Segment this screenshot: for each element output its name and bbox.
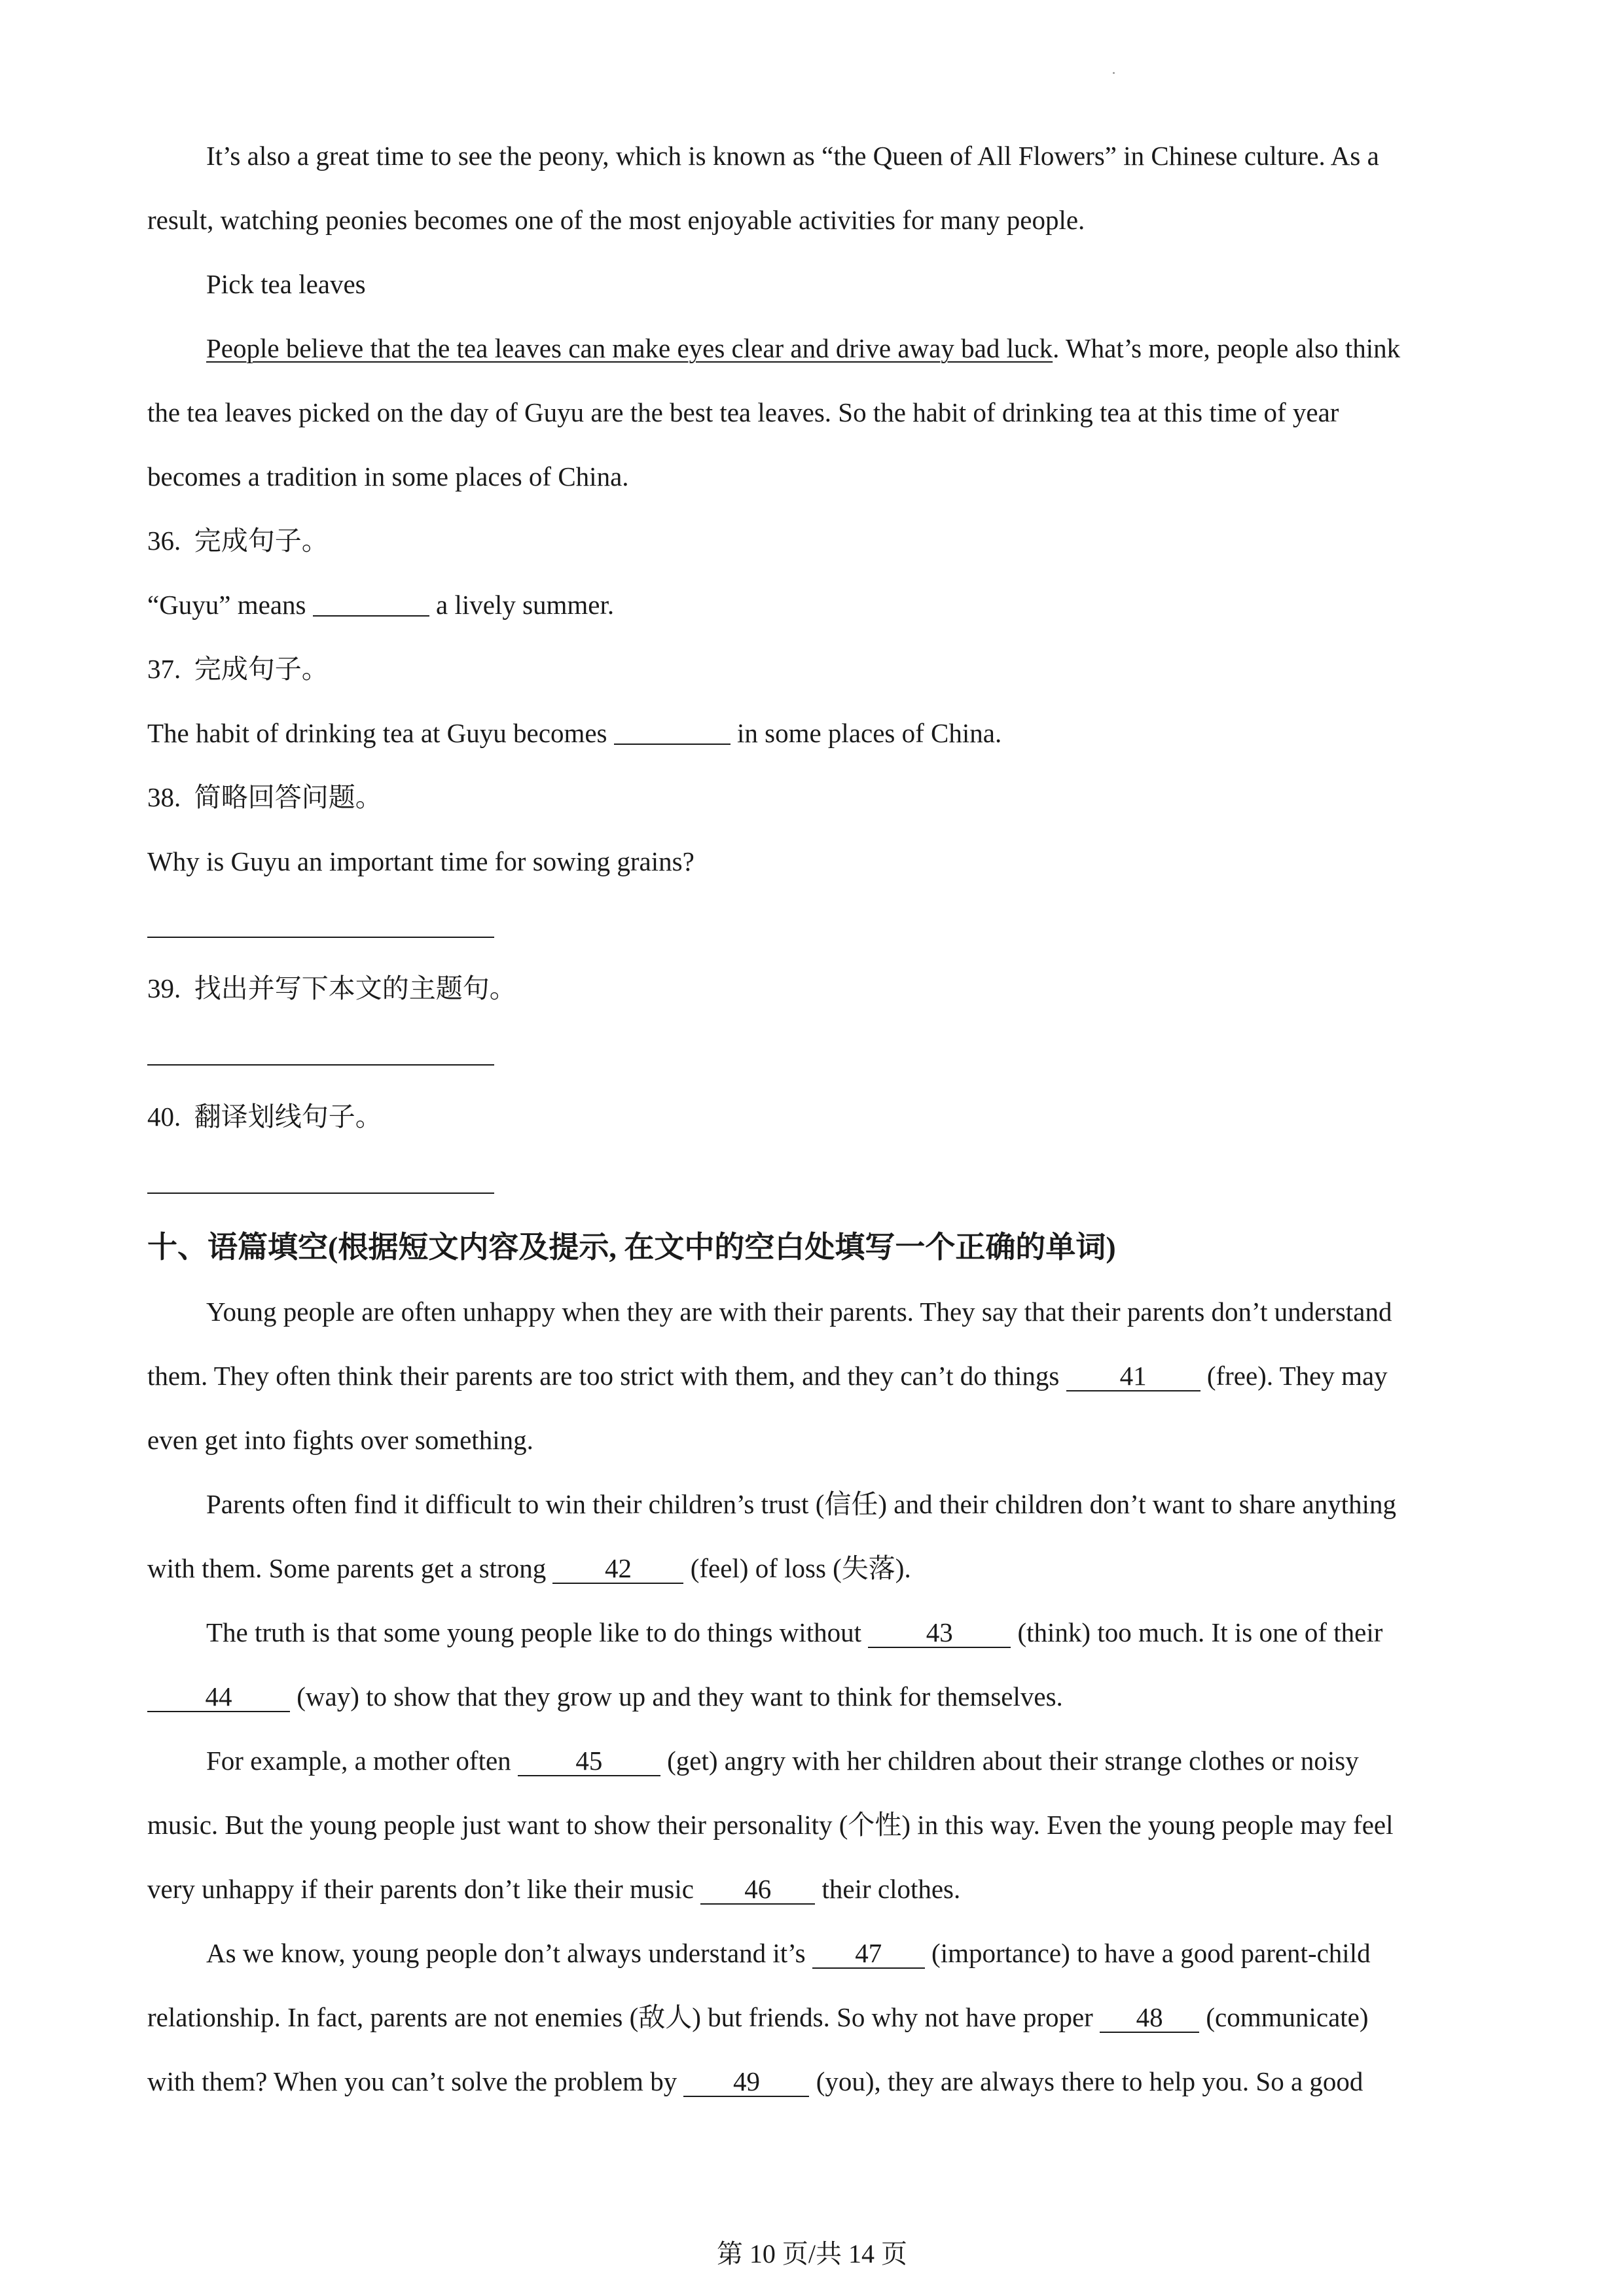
cloze-blank-41[interactable]: 41 <box>1066 1361 1200 1391</box>
question-38-label: 38. 简略回答问题。 <box>147 782 382 812</box>
cloze-line: Parents often find it difficult to win their children’s trust (信任) and their children don’t want to share anything <box>206 1489 1397 1519</box>
passage-line: People believe that the tea leaves can make eyes clear and drive away bad luck. What’s more, people also think <box>206 333 1401 363</box>
question-37-text: The habit of drinking tea at Guyu becomes in some places of China. <box>147 718 1002 748</box>
cloze-line: even get into fights over something. <box>147 1425 533 1455</box>
question-36-text: “Guyu” means a lively summer. <box>147 590 615 620</box>
section-heading: 十、语篇填空(根据短文内容及提示, 在文中的空白处填写一个正确的单词) <box>147 1230 1116 1264</box>
cloze-line: 44 (way) to show that they grow up and they want to think for themselves. <box>147 1677 1483 1716</box>
cloze-blank-44[interactable]: 44 <box>147 1682 290 1712</box>
passage-line: It’s also a great time to see the peony, which is known as “the Queen of All Flowers” in Chinese culture. As a <box>206 141 1379 171</box>
cloze-blank-46[interactable]: 46 <box>700 1874 815 1905</box>
cloze-line: relationship. In fact, parents are not enemies (敌人) but friends. So why not have proper 48 (communicate) <box>147 2002 1369 2032</box>
answer-blank-36[interactable] <box>313 589 429 617</box>
passage-subtitle: Pick tea leaves <box>206 269 366 299</box>
cloze-line: The truth is that some young people like to do things without 43 (think) too much. It is one of their <box>206 1617 1383 1647</box>
question-36-label: 36. 完成句子。 <box>147 526 329 556</box>
passage-line: result, watching peonies becomes one of the most enjoyable activities for many people. <box>147 205 1085 235</box>
cloze-blank-48[interactable]: 48 <box>1100 2003 1199 2033</box>
cloze-line: For example, a mother often 45 (get) angry with her children about their strange clothes or noisy <box>206 1746 1359 1776</box>
page-number: 第 10 页/共 14 页 <box>716 2239 908 2269</box>
answer-blank-37[interactable] <box>614 717 731 745</box>
answer-line-39[interactable] <box>147 1064 494 1066</box>
passage-line: the tea leaves picked on the day of Guyu are the best tea leaves. So the habit of drinking tea at this time of year <box>147 397 1339 427</box>
question-39-label: 39. 找出并写下本文的主题句。 <box>147 973 516 1003</box>
question-37-label: 37. 完成句子。 <box>147 654 329 684</box>
cloze-blank-47[interactable]: 47 <box>812 1939 925 1969</box>
cloze-line: As we know, young people don’t always understand it’s 47 (importance) to have a good parent-child <box>206 1938 1371 1968</box>
cloze-line: Young people are often unhappy when they are with their parents. They say that their parents don’t understand <box>206 1297 1392 1327</box>
underlined-sentence: People believe that the tea leaves can make eyes clear and drive away bad luck <box>206 333 1053 363</box>
cloze-blank-45[interactable]: 45 <box>518 1746 660 1776</box>
cloze-line: very unhappy if their parents don’t like their music 46 their clothes. <box>147 1874 961 1904</box>
cloze-line: music. But the young people just want to show their personality (个性) in this way. Even the young people may feel <box>147 1810 1394 1840</box>
cloze-blank-49[interactable]: 49 <box>683 2067 809 2097</box>
question-40-label: 40. 翻译划线句子。 <box>147 1102 382 1132</box>
answer-line-38[interactable] <box>147 937 494 938</box>
cloze-line: with them. Some parents get a strong 42 (feel) of loss (失落). <box>147 1553 911 1583</box>
cloze-blank-42[interactable]: 42 <box>552 1554 683 1584</box>
cloze-blank-43[interactable]: 43 <box>868 1618 1011 1648</box>
cloze-line: them. They often think their parents are too strict with them, and they can’t do things 41 (free). They may <box>147 1361 1388 1391</box>
question-38-text: Why is Guyu an important time for sowing grains? <box>147 846 695 876</box>
cloze-line: with them? When you can’t solve the problem by 49 (you), they are always there to help you. So a good <box>147 2066 1363 2096</box>
scan-dot <box>1113 72 1115 74</box>
answer-line-40[interactable] <box>147 1193 494 1194</box>
passage-line: becomes a tradition in some places of China. <box>147 461 629 492</box>
